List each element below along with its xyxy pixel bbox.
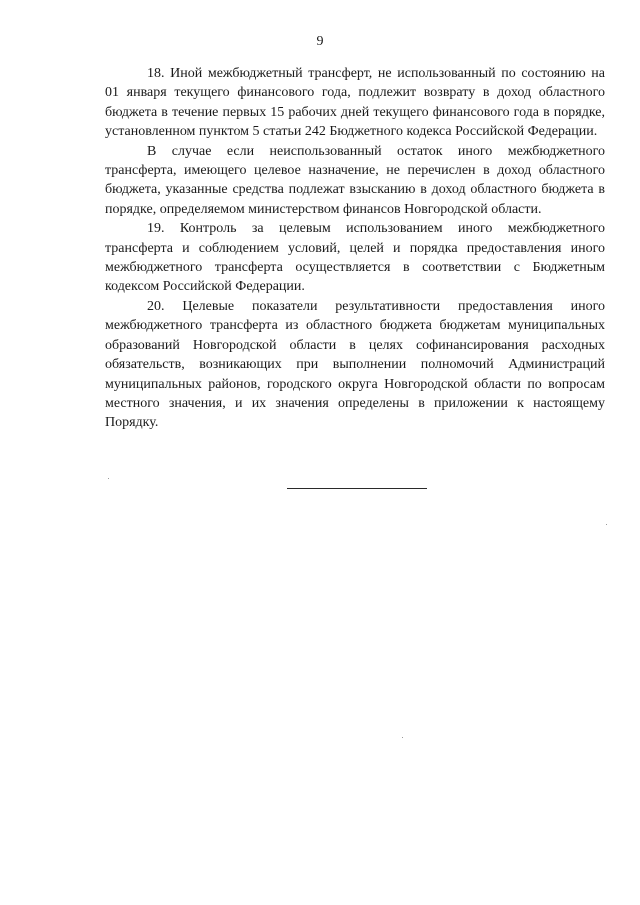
scan-speck — [402, 737, 403, 738]
end-of-text-rule — [287, 488, 427, 489]
paragraph-19: 19. Контроль за целевым использованием иного межбюджетного трансферта и соблюдением условий, целей и порядка предоставления иного межбюджетного трансферта осуществляется в соответствии с Бюджетным кодексом Российской Федерации. — [105, 221, 605, 295]
document-body — [105, 64, 605, 433]
page-number: 9 — [316, 34, 324, 49]
paragraph-20: 20. Целевые показатели результативности предоставления иного межбюджетного трансферта из областного бюджета бюджетам муниципальных образований Новгородской области в целях софинансирования расходных обязательств, возникающих при выполнении полномочий Администраций муниципальных районов, городского округа Новгородской области по вопросам местного значения, и их значения определены в приложении к настоящему Порядку. — [105, 298, 605, 431]
paragraph-18: 18. Иной межбюджетный трансферт, не использованный по состоянию на 01 января текущего финансового года, подлежит возврату в доход областного бюджета в течение первых 15 рабочих дней текущего финансового года в порядке, установленном пунктом 5 статьи 242 Бюджетного кодекса Российской Федерации. — [105, 66, 605, 140]
scan-speck — [108, 478, 109, 479]
scan-speck — [606, 524, 607, 525]
paragraph-18-refund: В случае если неиспользованный остаток иного межбюджетного трансферта, имеющего целевое назначение, не перечислен в доход областного бюджета, указанные средства подлежат взысканию в доход областного бюджета в порядке, определяемом министерством финансов Новгородской области. — [105, 143, 605, 217]
